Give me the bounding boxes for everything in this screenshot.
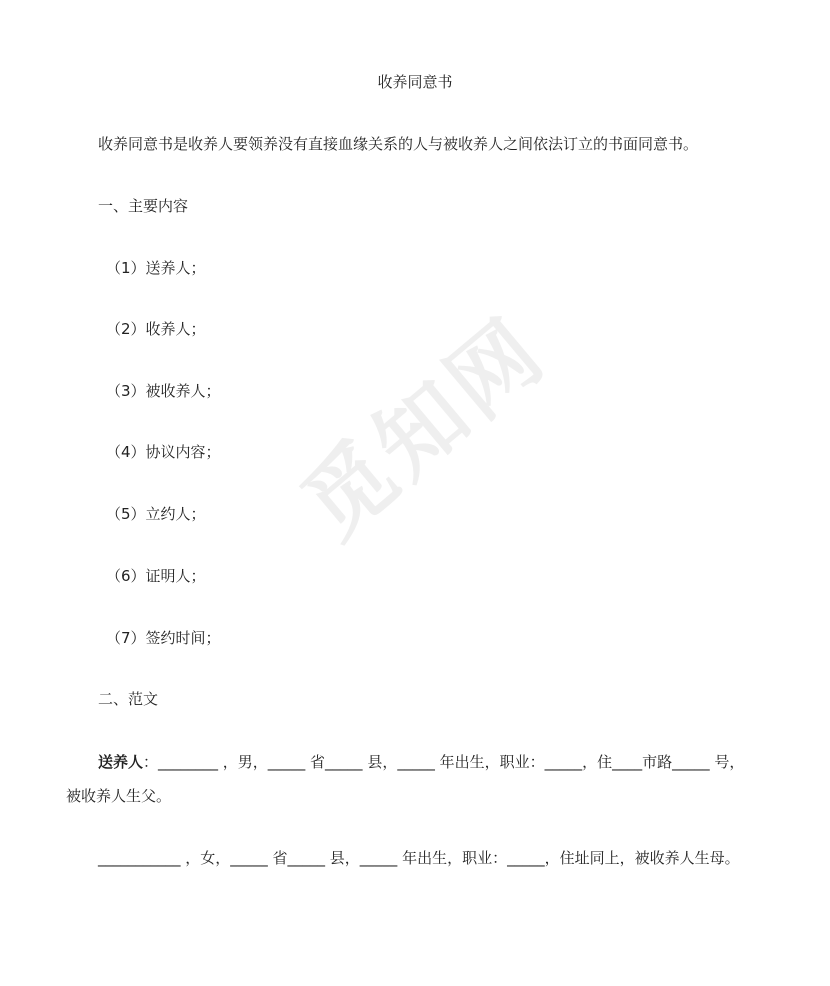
giver-label: 送养人	[98, 753, 144, 771]
list-item: （1）送养人；	[106, 259, 206, 277]
list-item: （6）证明人；	[106, 567, 206, 585]
sample-paragraph-2: ___________ ，女，_____ 省_____ 县，_____ 年出生，职业：_____，住址同上，被收养人生母。	[98, 849, 740, 867]
section-heading-sample: 二、范文	[98, 690, 159, 708]
list-item: （4）协议内容；	[106, 443, 221, 461]
document-title: 收养同意书	[377, 73, 453, 91]
intro-paragraph: 收养同意书是收养人要领养没有直接血缘关系的人与被收养人之间依法订立的书面同意书。	[98, 135, 699, 153]
sample-paragraph-1	[98, 751, 744, 773]
list-item: （7）签约时间；	[106, 629, 221, 647]
list-item: （3）被收养人；	[106, 382, 221, 400]
list-item: （5）立约人；	[106, 505, 206, 523]
giver-details: ：________ ，男，_____ 省_____ 县，_____ 年出生，职业：_____，住____市路_____ 号，	[143, 753, 745, 771]
section-heading-main-content: 一、主要内容	[98, 197, 189, 215]
list-item: （2）收养人；	[106, 320, 206, 338]
sample-paragraph-1-continued: 被收养人生父。	[66, 787, 172, 805]
watermark: 觅知网	[283, 297, 566, 559]
